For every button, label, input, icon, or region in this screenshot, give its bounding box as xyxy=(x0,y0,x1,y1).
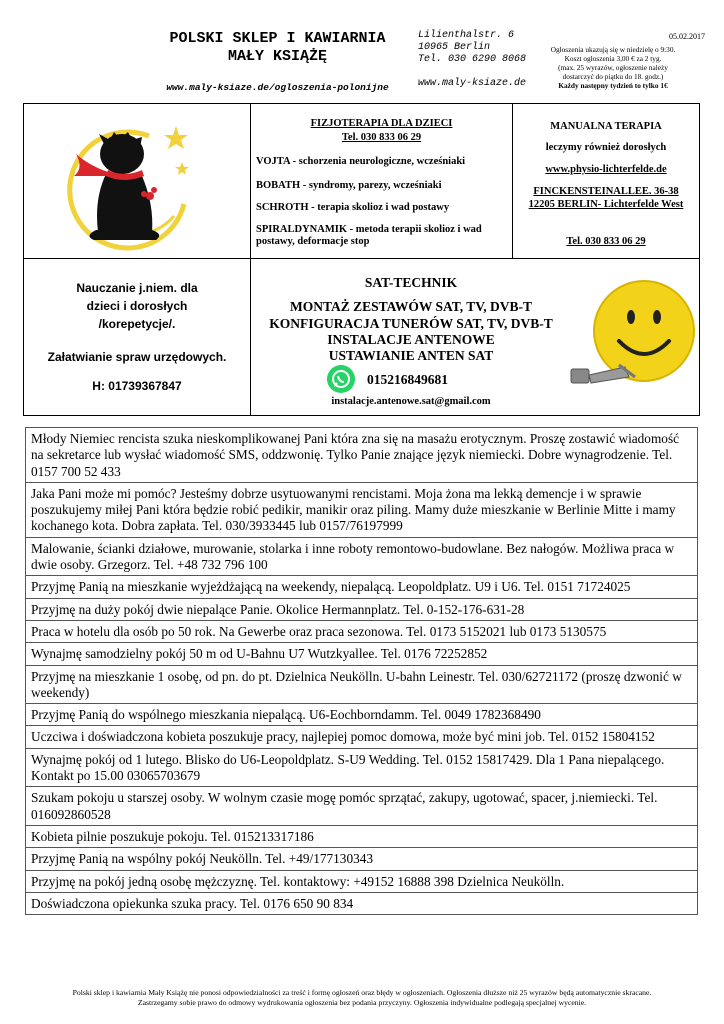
fizjo-title: FIZJOTERAPIA DLA DZIECI xyxy=(310,118,453,129)
classified-ad: Malowanie, ścianki działowe, murowanie, stolarka i inne roboty remontowo-budowlane. Bez nałogów. Możliwa praca w dwie osoby. Grzegorz. Tel. +48 732 796 100 xyxy=(26,538,697,577)
classified-ad: Uczciwa i doświadczona kobieta poszukuje pracy, najlepiej pomoc domowa, może być mini job. Tel. 0152 15804152 xyxy=(26,726,697,748)
classified-ad: Praca w hotelu dla osób po 50 rok. Na Gewerbe oraz praca sezonowa. Tel. 0173 5152021 lub 0173 5130575 xyxy=(26,621,697,643)
rules-line: dostarczyć do piątku do 18. godz.) xyxy=(562,72,664,81)
sat-title: SAT-TECHNIK xyxy=(364,275,458,290)
classified-ad: Wynajmę pokój od 1 lutego. Blisko do U6-Leopoldplatz. S-U9 Wedding. Tel. 0152 15817429. Dla 1 Pana niepalącego. Kontakt po 15.00 03065703679 xyxy=(26,749,697,788)
sat-line4: USTAWIANIE ANTEN SAT xyxy=(328,348,494,363)
classified-ad: Przyjmę na mieszkanie 1 osobę, od pn. do pt. Dzielnica Neukölln. U-bahn Leinestr. Tel. 030/62721172 (proszę dzwonić w weekendy) xyxy=(26,666,697,705)
rules-line: (max. 25 wyrazów, ogłoszenie należy xyxy=(558,63,668,72)
manual-web-link[interactable]: www.physio-lichterfelde.de xyxy=(545,164,667,175)
classified-ad: Przyjmę na pokój jedną osobę mężczyznę. Tel. kontaktowy: +49152 16888 398 Dzielnica Neukölln. xyxy=(26,871,697,893)
little-prince-logo-icon xyxy=(24,104,252,260)
classified-ad: Przyjmę na duży pokój dwie niepalące Panie. Okolice Hermannplatz. Tel. 0-152-176-631-28 xyxy=(26,599,697,621)
tutor-line4: Załatwianie spraw urzędowych. xyxy=(47,350,227,364)
classified-ad: Jaka Pani może mi pomóc? Jesteśmy dobrze usytuowanymi rencistami. Moja żona ma lekką demencje i w sprawie poszukujemy miłej Pani która będzie robić pedikir, manikir oraz piling. Mamy duże mieszkanie w Berlinie Mitte i mamy kochanego kota. Dobra zapłata. Tel. 030/3933445 lub 0157/76197999 xyxy=(26,483,697,538)
classified-ad: Szukam pokoju u starszej osoby. W wolnym czasie mogę pomóc sprzątać, zakupy, ugotować, spacer, j.niemiecki. Tel. 016092860528 xyxy=(26,787,697,826)
sat-line3: INSTALACJE ANTENOWE xyxy=(327,332,495,347)
shop-title xyxy=(140,30,415,66)
classified-ad: Przyjmę Panią na wspólny pokój Neukölln. Tel. +49/177130343 xyxy=(26,848,697,870)
fizjo-spiraldynamik: SPIRALDYNAMIK - metoda terapii skolioz i wad postawy, deformacje stop xyxy=(256,224,482,247)
manual-subtitle: leczymy również dorosłych xyxy=(545,142,667,153)
manual-title: MANUALNA TERAPIA xyxy=(550,121,662,132)
tutor-phone: H: 01739367847 xyxy=(92,379,182,393)
manualna-terapia-ad xyxy=(512,103,700,259)
classified-ad: Przyjmę Panią na mieszkanie wyjeżdżającą na weekendy, niepalącą. Leopoldplatz. U9 i U6. Tel. 0151 71724025 xyxy=(26,576,697,598)
classifieds-list xyxy=(25,427,698,915)
ad-rules xyxy=(538,45,688,90)
issue-date: 05.02.2017 xyxy=(669,32,705,41)
shop-website-link[interactable]: www.maly-ksiaze.de/ogloszenia-polonijne xyxy=(166,82,389,93)
tutor-line2: dzieci i dorosłych xyxy=(86,299,188,313)
smiley-satellite-dish-icon xyxy=(569,269,699,409)
classified-ad: Doświadczona opiekunka szuka pracy. Tel. 0176 650 90 834 xyxy=(31,895,354,911)
rules-line-bold: Każdy następny tydzień to tylko 1€ xyxy=(558,81,668,90)
classified-ad: Kobieta pilnie poszukuje pokoju. Tel. 015213317186 xyxy=(26,826,697,848)
address-phone: Tel. 030 6290 8068 xyxy=(418,54,527,65)
rules-line: Ogłoszenia ukazują się w niedzielę o 9:30. xyxy=(550,45,676,54)
sat-line2: KONFIGURACJA TUNERÓW SAT, TV, DVB-T xyxy=(269,316,553,331)
sat-phone: 015216849681 xyxy=(367,372,448,387)
classified-ad: Przyjmę Panią do wspólnego mieszkania niepalącą. U6-Eochborndamm. Tel. 0049 1782368490 xyxy=(26,704,697,726)
tutoring-ad xyxy=(23,258,251,416)
address-street: Lilienthalstr. 6 xyxy=(418,30,515,41)
sat-technik-ad xyxy=(250,258,700,416)
sat-line1: MONTAŻ ZESTAWÓW SAT, TV, DVB-T xyxy=(289,299,533,314)
fizjo-bobath: BOBATH - syndromy, parezy, wcześniaki xyxy=(256,180,442,191)
tutor-line1: Nauczanie j.niem. dla xyxy=(76,281,198,295)
address-web-link[interactable]: www.maly-ksiaze.de xyxy=(418,78,527,89)
whatsapp-icon xyxy=(327,365,355,393)
classified-ad: Młody Niemiec rencista szuka nieskomplikowanej Pani która zna się na masażu erotycznym. Proszę zostawić wiadomość na sekretarce lub wysłać wiadomość SMS, oddzwonię. Tylko Panie znające język niemiecki. Dobre wynagrodzenie. Tel. 0157 700 52 433 xyxy=(26,428,697,483)
shop-title-line2: MAŁY KSIĄŻĘ xyxy=(227,48,328,65)
manual-phone: Tel. 030 833 06 29 xyxy=(566,236,646,247)
sat-email-link[interactable]: instalacje.antenowe.sat@gmail.com xyxy=(331,396,491,407)
fizjoterapia-ad xyxy=(250,103,513,259)
tutor-line3: /korepetycje/. xyxy=(98,317,176,331)
fizjo-vojta: VOJTA - schorzenia neurologiczne, wcześniaki xyxy=(256,156,466,167)
disclaimer-footer xyxy=(20,988,704,1008)
manual-city: 12205 BERLIN- Lichterfelde West xyxy=(528,199,684,210)
address-city: 10965 Berlin xyxy=(418,42,491,53)
fizjo-schroth: SCHROTH - terapia skolioz i wad postawy xyxy=(256,202,450,213)
shop-address xyxy=(418,30,538,66)
little-prince-logo-box xyxy=(23,103,251,259)
classified-ad: Wynajmę samodzielny pokój 50 m od U-Bahnu U7 Wutzkyallee. Tel. 0176 72252852 xyxy=(26,643,697,665)
manual-street: FINCKENSTEINALLEE. 36-38 xyxy=(533,186,679,197)
footer-line2: Zastrzegamy sobie prawo do odmowy wydrukowania ogłoszenia bez podania przyczyny. Ogłoszenia indywidualne podlegają specjalnej wycenie. xyxy=(137,998,587,1007)
shop-title-line1: POLSKI SKLEP I KAWIARNIA xyxy=(169,30,386,47)
footer-line1: Polski sklep i kawiarnia Mały Książę nie ponosi odpowiedzialności za treść i formę ogłoszeń oraz błędy w ogłoszeniach. Ogłoszenia dłuższe niż 25 wyrazów będą automatycznie skracane. xyxy=(72,988,652,997)
fizjo-phone: Tel. 030 833 06 29 xyxy=(341,132,422,143)
rules-line: Koszt ogłoszenia 3,00 € za 2 tyg. xyxy=(564,54,662,63)
